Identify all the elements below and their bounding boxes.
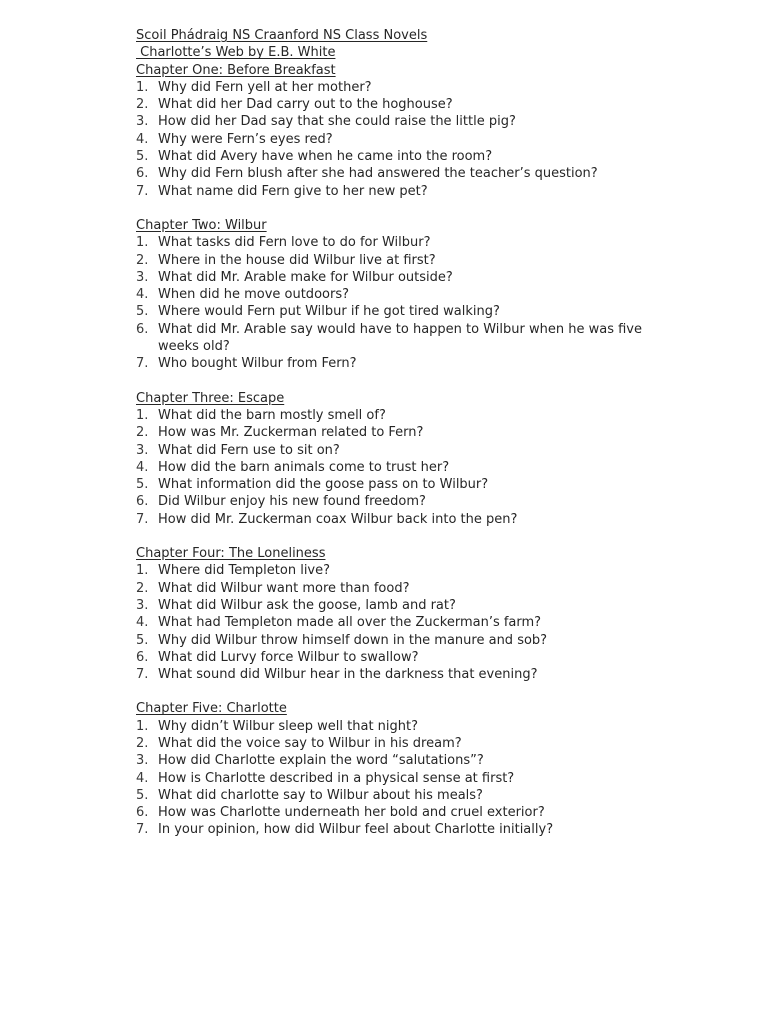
chapter-section [136, 62, 648, 200]
question-text: How was Charlotte underneath her bold and cruel exterior? [158, 805, 545, 821]
question-number: 2. [136, 580, 149, 596]
question-item [136, 735, 648, 752]
question-text: What did Fern use to sit on? [158, 442, 340, 458]
question-number: 3. [136, 597, 149, 613]
question-number: 1. [136, 407, 149, 423]
question-number: 1. [136, 718, 149, 734]
question-text: What did Lurvy force Wilbur to swallow? [158, 649, 419, 665]
sections [136, 62, 648, 839]
question-text: What information did the goose pass on to Wilbur? [158, 477, 489, 493]
question-number: 2. [136, 97, 149, 113]
question-item [136, 804, 648, 821]
chapter-section [136, 390, 648, 528]
chapter-heading: Chapter Four: The Loneliness [136, 546, 326, 562]
question-number: 7. [136, 183, 149, 199]
question-text: What did Mr. Arable make for Wilbur outside? [158, 269, 453, 285]
chapter-heading: Chapter Three: Escape [136, 390, 285, 406]
question-text: What name did Fern give to her new pet? [158, 183, 428, 199]
question-item [136, 614, 648, 631]
chapter-heading: Chapter One: Before Breakfast [136, 62, 336, 78]
question-list [136, 234, 648, 372]
question-text: How is Charlotte described in a physical sense at first? [158, 770, 515, 786]
question-number: 3. [136, 269, 149, 285]
question-item [136, 303, 648, 320]
question-item [136, 442, 648, 459]
question-text: Why did Fern blush after she had answered the teacher’s question? [158, 166, 598, 182]
question-number: 5. [136, 149, 149, 165]
question-item [136, 511, 648, 528]
question-number: 5. [136, 304, 149, 320]
question-item [136, 321, 648, 356]
document-title: Scoil Phádraig NS Craanford NS Class Novels [136, 28, 428, 43]
question-number: 3. [136, 442, 149, 458]
question-number: 7. [136, 356, 149, 372]
question-text: How did her Dad say that she could raise the little pig? [158, 114, 516, 130]
question-text: Did Wilbur enjoy his new found freedom? [158, 494, 426, 510]
question-item [136, 424, 648, 441]
question-number: 2. [136, 425, 149, 441]
question-item [136, 666, 648, 683]
question-text: Where in the house did Wilbur live at first? [158, 252, 436, 268]
question-number: 5. [136, 477, 149, 493]
question-number: 1. [136, 563, 149, 579]
question-number: 4. [136, 615, 149, 631]
question-item [136, 649, 648, 666]
question-number: 2. [136, 252, 149, 268]
question-item [136, 562, 648, 579]
question-item [136, 770, 648, 787]
question-number: 6. [136, 166, 149, 182]
question-number: 2. [136, 735, 149, 751]
question-item [136, 355, 648, 372]
document-subtitle: Charlotte’s Web by E.B. White [136, 45, 336, 61]
question-item [136, 718, 648, 735]
question-number: 7. [136, 822, 149, 838]
question-text: What did Wilbur want more than food? [158, 580, 410, 596]
question-text: Where did Templeton live? [158, 563, 331, 579]
question-item [136, 407, 648, 424]
question-item [136, 79, 648, 96]
question-text: What did her Dad carry out to the hoghouse? [158, 97, 453, 113]
question-list [136, 79, 648, 200]
question-item [136, 476, 648, 493]
document-page [136, 27, 648, 839]
question-list [136, 718, 648, 839]
question-number: 7. [136, 511, 149, 527]
question-text: What sound did Wilbur hear in the darkness that evening? [158, 667, 538, 683]
question-item [136, 183, 648, 200]
question-text: How did Charlotte explain the word “salutations”? [158, 753, 484, 769]
question-text: What did the barn mostly smell of? [158, 407, 386, 423]
question-number: 1. [136, 79, 149, 95]
question-item [136, 286, 648, 303]
question-text: What did Wilbur ask the goose, lamb and rat? [158, 597, 456, 613]
question-number: 6. [136, 805, 149, 821]
question-number: 6. [136, 494, 149, 510]
question-text: How did the barn animals come to trust her? [158, 459, 450, 475]
question-item [136, 493, 648, 510]
question-item [136, 234, 648, 251]
question-number: 4. [136, 459, 149, 475]
question-text: In your opinion, how did Wilbur feel about Charlotte initially? [158, 822, 554, 838]
question-text: What did charlotte say to Wilbur about his meals? [158, 787, 483, 803]
question-text: How was Mr. Zuckerman related to Fern? [158, 425, 424, 441]
question-text: What did Avery have when he came into the room? [158, 149, 493, 165]
chapter-section [136, 217, 648, 373]
question-text: When did he move outdoors? [158, 287, 349, 303]
question-item [136, 597, 648, 614]
question-number: 4. [136, 131, 149, 147]
question-item [136, 148, 648, 165]
question-list [136, 407, 648, 528]
question-text: How did Mr. Zuckerman coax Wilbur back into the pen? [158, 511, 518, 527]
chapter-section [136, 545, 648, 683]
question-number: 7. [136, 667, 149, 683]
question-text: What tasks did Fern love to do for Wilbur? [158, 235, 431, 251]
question-text: Why were Fern’s eyes red? [158, 131, 333, 147]
question-item [136, 787, 648, 804]
question-item [136, 459, 648, 476]
chapter-heading: Chapter Two: Wilbur [136, 217, 267, 233]
question-item [136, 632, 648, 649]
question-item [136, 252, 648, 269]
question-text: Why did Wilbur throw himself down in the manure and sob? [158, 632, 548, 648]
question-text: What did the voice say to Wilbur in his dream? [158, 735, 462, 751]
chapter-section [136, 700, 648, 838]
question-number: 6. [136, 649, 149, 665]
question-number: 4. [136, 770, 149, 786]
question-text: Why didn’t Wilbur sleep well that night? [158, 718, 419, 734]
question-text: Where would Fern put Wilbur if he got tired walking? [158, 304, 500, 320]
chapter-heading: Chapter Five: Charlotte [136, 701, 287, 717]
question-number: 5. [136, 632, 149, 648]
question-text: Who bought Wilbur from Fern? [158, 356, 357, 372]
question-number: 6. [136, 321, 149, 337]
question-item [136, 821, 648, 838]
question-number: 4. [136, 287, 149, 303]
question-item [136, 131, 648, 148]
question-text: What did Mr. Arable say would have to happen to Wilbur when he was five weeks old? [158, 321, 642, 355]
question-item [136, 96, 648, 113]
question-number: 5. [136, 787, 149, 803]
question-text: What had Templeton made all over the Zuckerman’s farm? [158, 615, 542, 631]
question-item [136, 269, 648, 286]
question-number: 3. [136, 114, 149, 130]
question-item [136, 165, 648, 182]
question-number: 3. [136, 753, 149, 769]
question-list [136, 562, 648, 683]
question-number: 1. [136, 235, 149, 251]
question-item [136, 580, 648, 597]
question-item [136, 113, 648, 130]
question-text: Why did Fern yell at her mother? [158, 79, 372, 95]
question-item [136, 752, 648, 769]
